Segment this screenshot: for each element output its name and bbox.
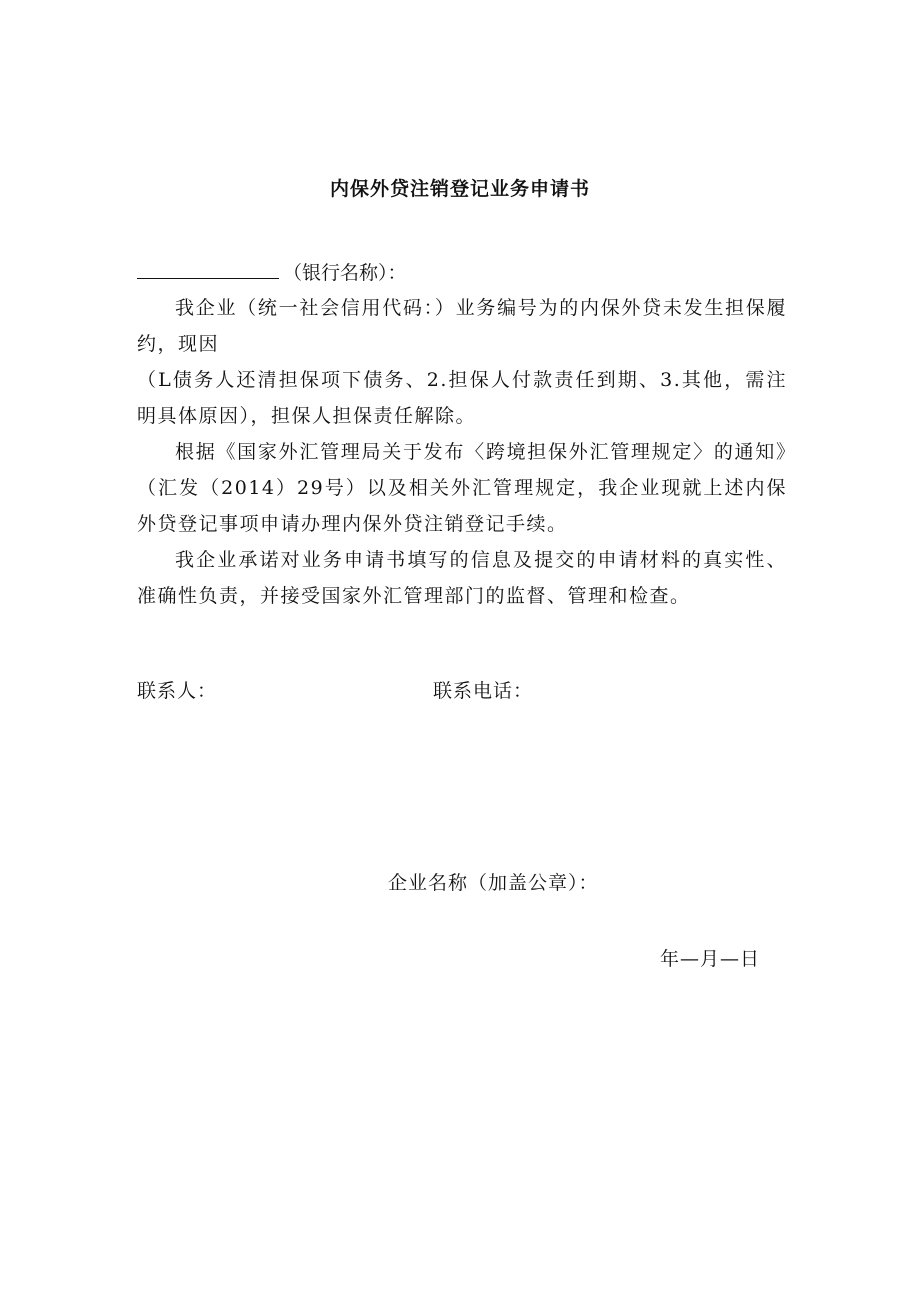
paragraph-legal-basis: 根据《国家外汇管理局关于发布〈跨境担保外汇管理规定〉的通知》（汇发（2014）29号）以及相关外汇管理规定，我企业现就上述内保外贷登记事项申请办理内保外贷注销登记手续。 [137, 441, 787, 535]
date-line: 年—月—日 [660, 948, 761, 970]
paragraph-guarantee-status: 我企业（统一社会信用代码：）业务编号为的内保外贷未发生担保履约，现因 [137, 297, 787, 355]
company-seal-label: 企业名称（加盖公章）： [388, 872, 599, 894]
document-title: 内保外贷注销登记业务申请书 [329, 178, 590, 200]
bank-name-blank[interactable] [137, 277, 279, 279]
paragraph-commitment: 我企业承诺对业务申请书填写的信息及提交的申请材料的真实性、准确性负责，并接受国家外汇管理部门的监督、管理和检查。 [137, 549, 787, 607]
contact-phone-label: 联系电话： [433, 680, 534, 702]
paragraph-release-reason: （L债务人还清担保项下债务、2.担保人付款责任到期、3.其他，需注明具体原因），担保人担保责任解除。 [137, 369, 787, 427]
document-body [137, 290, 787, 614]
addressee-suffix: （银行名称）： [283, 262, 407, 284]
addressee-line [137, 258, 407, 285]
contact-person-label: 联系人： [137, 680, 218, 702]
